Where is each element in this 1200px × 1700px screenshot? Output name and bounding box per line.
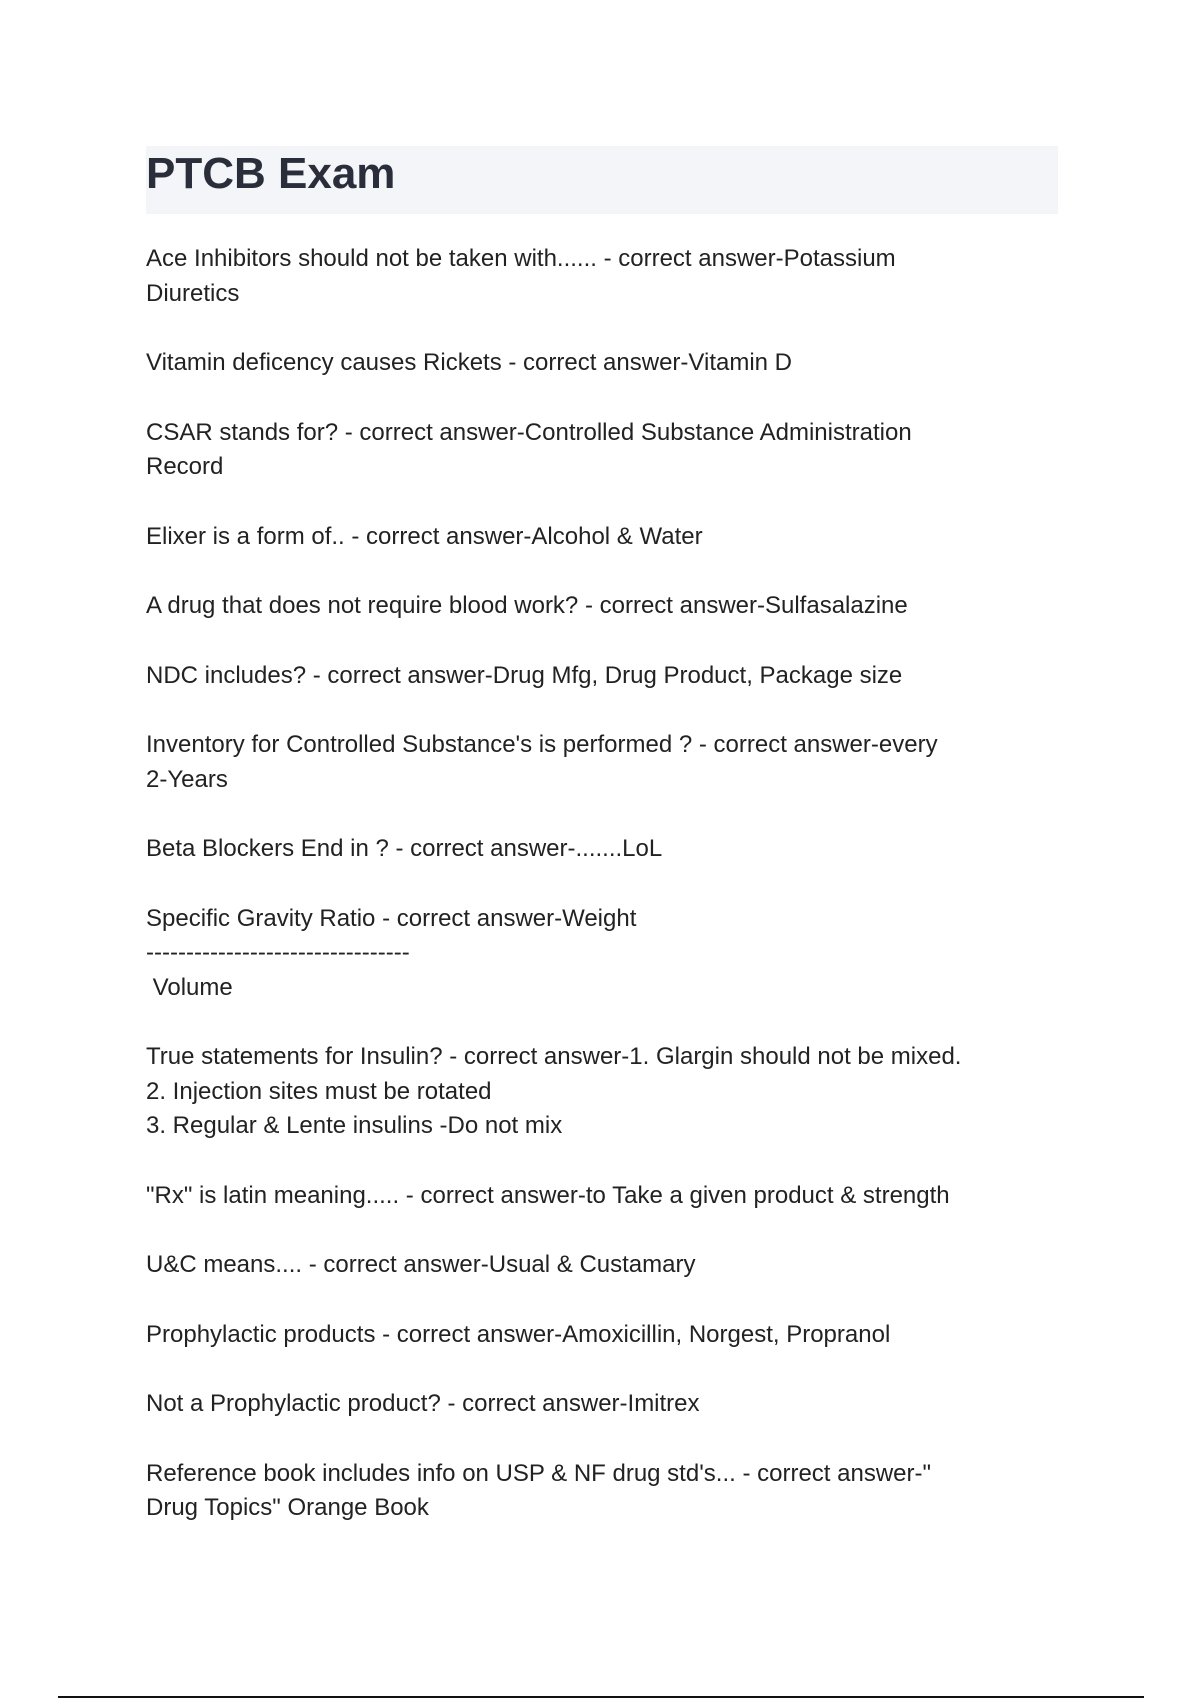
qa-item: "Rx" is latin meaning..... - correct answer-to Take a given product & strength	[146, 1181, 950, 1209]
qa-item: Inventory for Controlled Substance's is performed ? - correct answer-every 2-Years	[146, 731, 938, 793]
qa-item: NDC includes? - correct answer-Drug Mfg, Drug Product, Package size	[146, 661, 903, 689]
qa-item: Prophylactic products - correct answer-Amoxicillin, Norgest, Propranol	[146, 1320, 891, 1348]
qa-item: Vitamin deficency causes Rickets - correct answer-Vitamin D	[146, 349, 793, 376]
qa-item: A drug that does not require blood work? - correct answer-Sulfasalazine	[146, 592, 908, 619]
page-title: PTCB Exam	[146, 149, 396, 198]
qa-item: U&C means.... - correct answer-Usual & Custamary	[146, 1251, 696, 1278]
qa-item: Ace Inhibitors should not be taken with...... - correct answer-Potassium Diuretics	[146, 245, 896, 307]
qa-item: Beta Blockers End in ? - correct answer-.......LoL	[146, 835, 663, 862]
qa-item: Not a Prophylactic product? - correct answer-Imitrex	[146, 1390, 700, 1417]
qa-item: Specific Gravity Ratio - correct answer-Weight --------------------------------- Volume	[146, 904, 637, 1001]
qa-item: True statements for Insulin? - correct answer-1. Glargin should not be mixed. 2. Injection sites must be rotated 3. Regular & Lente insulins -Do not mix	[146, 1043, 962, 1139]
footer-rule	[58, 1696, 1144, 1698]
qa-item: Reference book includes info on USP & NF drug std's... - correct answer-" Drug Topics" Orange Book	[146, 1459, 932, 1521]
qa-item: CSAR stands for? - correct answer-Controlled Substance Administration Record	[146, 418, 912, 480]
qa-item: Elixer is a form of.. - correct answer-Alcohol & Water	[146, 522, 703, 550]
qa-list	[146, 242, 1058, 1561]
